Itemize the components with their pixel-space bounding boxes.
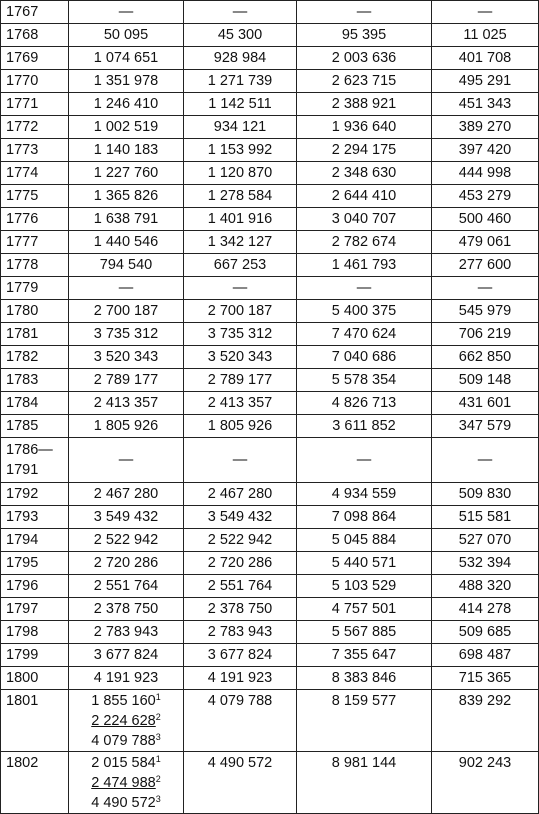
value-cell-4: —	[432, 277, 539, 300]
year-cell: 1780	[1, 300, 69, 323]
value-cell-4: 444 998	[432, 162, 539, 185]
value-cell-1: 1 002 519	[69, 116, 184, 139]
value-cell-1: —	[69, 277, 184, 300]
value-cell-2: 1 120 870	[184, 162, 297, 185]
value-cell-2: 928 984	[184, 47, 297, 70]
value-cell-2: 2 522 942	[184, 529, 297, 552]
value-cell-1: 2 720 286	[69, 552, 184, 575]
year-cell: 1771	[1, 93, 69, 116]
value-cell-1: 1 638 791	[69, 208, 184, 231]
table-row	[1, 529, 539, 552]
footnote-marker: 1	[155, 754, 161, 764]
value-cell-2: 2 789 177	[184, 369, 297, 392]
value-cell-4: 902 243	[432, 752, 539, 814]
year-cell: 1768	[1, 24, 69, 47]
table-row	[1, 208, 539, 231]
value-cell-4: 698 487	[432, 644, 539, 667]
stacked-value-line	[91, 773, 161, 793]
table-row	[1, 392, 539, 415]
value-cell-2: 3 735 312	[184, 323, 297, 346]
table-row	[1, 70, 539, 93]
table-row	[1, 506, 539, 529]
year-cell: 1784	[1, 392, 69, 415]
table-row	[1, 575, 539, 598]
value-cell-4: 389 270	[432, 116, 539, 139]
value-cell-2: 1 805 926	[184, 415, 297, 438]
table-row	[1, 752, 539, 814]
table-row	[1, 323, 539, 346]
value-cell-1	[69, 690, 184, 752]
value-cell-4: 500 460	[432, 208, 539, 231]
year-cell: 1794	[1, 529, 69, 552]
value-cell-4: 662 850	[432, 346, 539, 369]
footnote-marker: 3	[155, 794, 161, 804]
year-range-end: 1791	[6, 462, 39, 478]
table-row	[1, 162, 539, 185]
value-cell-3: 2 782 674	[297, 231, 432, 254]
value-cell-3: 2 294 175	[297, 139, 432, 162]
stacked-values	[91, 691, 161, 751]
stacked-value-line	[91, 691, 161, 711]
value-cell-4: 515 581	[432, 506, 539, 529]
year-cell: 1792	[1, 483, 69, 506]
year-cell: 1778	[1, 254, 69, 277]
year-range-start: 1786—	[6, 442, 53, 458]
value-cell-4: 509 148	[432, 369, 539, 392]
value-cell-4: 414 278	[432, 598, 539, 621]
value-cell-4: 532 394	[432, 552, 539, 575]
value-cell-3: 2 644 410	[297, 185, 432, 208]
year-cell: 1797	[1, 598, 69, 621]
stacked-value-line	[91, 711, 161, 731]
value-cell-2: 3 677 824	[184, 644, 297, 667]
value-cell-2: —	[184, 277, 297, 300]
value-cell-1: 794 540	[69, 254, 184, 277]
value-cell-4: 479 061	[432, 231, 539, 254]
year-cell: 1782	[1, 346, 69, 369]
table-row	[1, 621, 539, 644]
value-cell-4: 453 279	[432, 185, 539, 208]
table-row	[1, 231, 539, 254]
value-cell-4: 397 420	[432, 139, 539, 162]
stacked-values	[91, 753, 161, 813]
value-cell-4: 451 343	[432, 93, 539, 116]
year-cell: 1774	[1, 162, 69, 185]
value-cell-1: 2 413 357	[69, 392, 184, 415]
stacked-value: 2 015 584	[91, 755, 156, 771]
year-cell: 1769	[1, 47, 69, 70]
table-row	[1, 552, 539, 575]
value-cell-3: 7 470 624	[297, 323, 432, 346]
footnote-marker: 3	[155, 732, 161, 742]
value-cell-3: 95 395	[297, 24, 432, 47]
value-cell-3: 8 159 577	[297, 690, 432, 752]
value-cell-2: 2 720 286	[184, 552, 297, 575]
footnote-marker: 2	[155, 774, 161, 784]
stacked-value: 2 474 988	[91, 775, 156, 791]
table-row	[1, 93, 539, 116]
value-cell-1: 2 522 942	[69, 529, 184, 552]
table-row	[1, 644, 539, 667]
stacked-value-line	[91, 753, 161, 773]
year-cell: 1770	[1, 70, 69, 93]
value-cell-1: 2 378 750	[69, 598, 184, 621]
value-cell-3: —	[297, 1, 432, 24]
value-cell-1: —	[69, 1, 184, 24]
year-cell: 1777	[1, 231, 69, 254]
footnote-marker: 2	[155, 712, 161, 722]
value-cell-1: 1 074 651	[69, 47, 184, 70]
value-cell-3: 5 400 375	[297, 300, 432, 323]
value-cell-3: 4 826 713	[297, 392, 432, 415]
value-cell-1: 50 095	[69, 24, 184, 47]
value-cell-3: 4 934 559	[297, 483, 432, 506]
value-cell-1: 1 365 826	[69, 185, 184, 208]
value-cell-1: 1 351 978	[69, 70, 184, 93]
value-cell-4: 839 292	[432, 690, 539, 752]
value-cell-3: 7 355 647	[297, 644, 432, 667]
table-row	[1, 598, 539, 621]
stacked-value: 1 855 160	[91, 693, 156, 709]
table-row	[1, 346, 539, 369]
value-cell-3: 3 040 707	[297, 208, 432, 231]
year-cell: 1798	[1, 621, 69, 644]
stacked-value: 4 079 788	[91, 733, 156, 749]
value-cell-1: 3 549 432	[69, 506, 184, 529]
value-cell-2: 4 490 572	[184, 752, 297, 814]
value-cell-4: 488 320	[432, 575, 539, 598]
value-cell-2: 3 520 343	[184, 346, 297, 369]
table-row	[1, 116, 539, 139]
table-row	[1, 139, 539, 162]
value-cell-4: 527 070	[432, 529, 539, 552]
value-cell-3: 4 757 501	[297, 598, 432, 621]
value-cell-2: 1 271 739	[184, 70, 297, 93]
value-cell-2: 1 142 511	[184, 93, 297, 116]
table-row	[1, 185, 539, 208]
year-cell: 1793	[1, 506, 69, 529]
value-cell-2: 2 413 357	[184, 392, 297, 415]
value-cell-2: 2 551 764	[184, 575, 297, 598]
value-cell-3: 2 348 630	[297, 162, 432, 185]
footnote-marker: 1	[155, 692, 161, 702]
table-row	[1, 277, 539, 300]
table-row	[1, 369, 539, 392]
value-cell-2: 667 253	[184, 254, 297, 277]
value-cell-1: 4 191 923	[69, 667, 184, 690]
value-cell-1: 2 789 177	[69, 369, 184, 392]
table-row	[1, 667, 539, 690]
table-row	[1, 690, 539, 752]
value-cell-4: —	[432, 438, 539, 483]
value-cell-4: 706 219	[432, 323, 539, 346]
value-cell-1: 1 140 183	[69, 139, 184, 162]
stacked-value-line	[91, 731, 161, 751]
value-cell-1	[69, 752, 184, 814]
value-cell-3: 7 040 686	[297, 346, 432, 369]
value-cell-2: 2 378 750	[184, 598, 297, 621]
value-cell-3: 2 388 921	[297, 93, 432, 116]
table-row	[1, 1, 539, 24]
value-cell-3: 5 045 884	[297, 529, 432, 552]
value-cell-2: 3 549 432	[184, 506, 297, 529]
year-cell: 1800	[1, 667, 69, 690]
value-cell-4: 11 025	[432, 24, 539, 47]
year-cell: 1779	[1, 277, 69, 300]
table-row	[1, 438, 539, 483]
value-cell-4: 509 685	[432, 621, 539, 644]
value-cell-1: 1 227 760	[69, 162, 184, 185]
value-cell-2: 1 278 584	[184, 185, 297, 208]
stacked-value: 4 490 572	[91, 795, 156, 811]
value-cell-4: 431 601	[432, 392, 539, 415]
value-cell-2: 1 153 992	[184, 139, 297, 162]
year-cell: 1773	[1, 139, 69, 162]
value-cell-3: 5 567 885	[297, 621, 432, 644]
value-cell-3: 3 611 852	[297, 415, 432, 438]
value-cell-1: 2 467 280	[69, 483, 184, 506]
value-cell-3: —	[297, 438, 432, 483]
table-row	[1, 483, 539, 506]
year-cell: 1781	[1, 323, 69, 346]
value-cell-1: 1 246 410	[69, 93, 184, 116]
year-cell: 1795	[1, 552, 69, 575]
value-cell-4: 277 600	[432, 254, 539, 277]
value-cell-4: 545 979	[432, 300, 539, 323]
value-cell-3: 1 936 640	[297, 116, 432, 139]
year-cell: 1783	[1, 369, 69, 392]
value-cell-4: 401 708	[432, 47, 539, 70]
value-cell-2: 2 700 187	[184, 300, 297, 323]
year-cell: 1785	[1, 415, 69, 438]
value-cell-3: 2 003 636	[297, 47, 432, 70]
value-cell-3: 2 623 715	[297, 70, 432, 93]
table-row	[1, 300, 539, 323]
value-cell-1: —	[69, 438, 184, 483]
year-cell: 1767	[1, 1, 69, 24]
year-cell: 1799	[1, 644, 69, 667]
year-cell: 1801	[1, 690, 69, 752]
value-cell-2: 1 342 127	[184, 231, 297, 254]
year-cell: 1776	[1, 208, 69, 231]
value-cell-2: 4 191 923	[184, 667, 297, 690]
value-cell-4: 509 830	[432, 483, 539, 506]
table-row	[1, 47, 539, 70]
value-cell-2: 2 467 280	[184, 483, 297, 506]
value-cell-4: —	[432, 1, 539, 24]
year-cell: 1772	[1, 116, 69, 139]
value-cell-1: 1 805 926	[69, 415, 184, 438]
value-cell-2: 45 300	[184, 24, 297, 47]
value-cell-3: 5 440 571	[297, 552, 432, 575]
table-row	[1, 415, 539, 438]
value-cell-1: 2 700 187	[69, 300, 184, 323]
value-cell-2: 934 121	[184, 116, 297, 139]
value-cell-3: 8 383 846	[297, 667, 432, 690]
value-cell-3: 1 461 793	[297, 254, 432, 277]
value-cell-3: 5 578 354	[297, 369, 432, 392]
value-cell-1: 3 735 312	[69, 323, 184, 346]
value-cell-4: 715 365	[432, 667, 539, 690]
year-cell	[1, 438, 69, 483]
year-cell: 1796	[1, 575, 69, 598]
value-cell-2: 4 079 788	[184, 690, 297, 752]
value-cell-3: 7 098 864	[297, 506, 432, 529]
value-cell-4: 495 291	[432, 70, 539, 93]
value-cell-1: 2 783 943	[69, 621, 184, 644]
value-cell-3: 8 981 144	[297, 752, 432, 814]
year-cell: 1802	[1, 752, 69, 814]
value-cell-1: 1 440 546	[69, 231, 184, 254]
year-cell: 1775	[1, 185, 69, 208]
table-row	[1, 254, 539, 277]
value-cell-2: 1 401 916	[184, 208, 297, 231]
table-row	[1, 24, 539, 47]
value-cell-1: 2 551 764	[69, 575, 184, 598]
value-cell-3: —	[297, 277, 432, 300]
value-cell-1: 3 520 343	[69, 346, 184, 369]
value-cell-1: 3 677 824	[69, 644, 184, 667]
value-cell-4: 347 579	[432, 415, 539, 438]
value-cell-2: —	[184, 1, 297, 24]
value-cell-2: —	[184, 438, 297, 483]
stacked-value-line	[91, 793, 161, 813]
value-cell-2: 2 783 943	[184, 621, 297, 644]
stacked-value: 2 224 628	[91, 713, 156, 729]
value-cell-3: 5 103 529	[297, 575, 432, 598]
